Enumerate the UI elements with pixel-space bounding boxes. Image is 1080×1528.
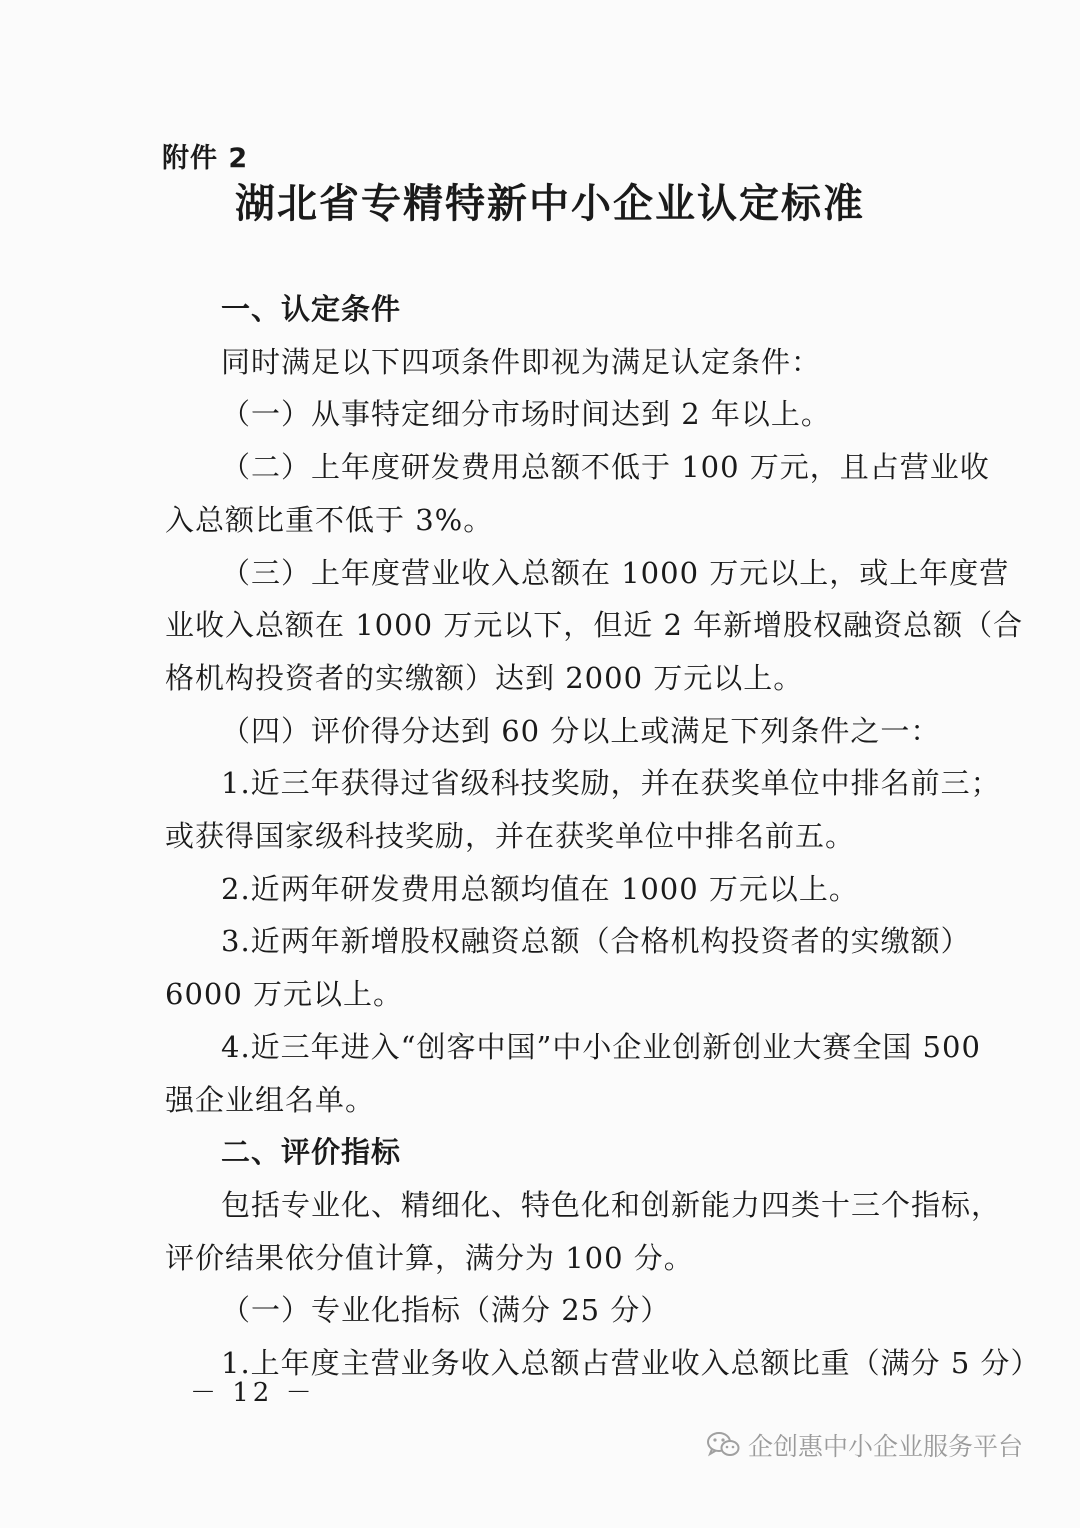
body-text-line: 6000 万元以上。 bbox=[165, 977, 404, 1011]
body-text-line: （三）上年度营业收入总额在 1000 万元以上，或上年度营 bbox=[221, 556, 1010, 590]
body-text-line: 或获得国家级科技奖励，并在获奖单位中排名前五。 bbox=[165, 819, 856, 853]
attachment-label: 附件 2 bbox=[162, 143, 249, 174]
section-heading: 二、评价指标 bbox=[221, 1135, 402, 1169]
body-text-line: （二）上年度研发费用总额不低于 100 万元，且占营业收 bbox=[221, 450, 990, 484]
body-text-line: （一）从事特定细分市场时间达到 2 年以上。 bbox=[221, 397, 831, 431]
body-text-line: 强企业组名单。 bbox=[165, 1083, 376, 1117]
body-text-line: 2.近两年研发费用总额均值在 1000 万元以上。 bbox=[221, 872, 859, 906]
body-text-line: 格机构投资者的实缴额）达到 2000 万元以上。 bbox=[165, 661, 804, 695]
watermark bbox=[706, 1425, 1023, 1465]
body-text-line: （一）专业化指标（满分 25 分） bbox=[221, 1293, 671, 1327]
body-text-line: 评价结果依分值计算，满分为 100 分。 bbox=[165, 1241, 694, 1275]
body-text-line: 1.近三年获得过省级科技奖励，并在获奖单位中排名前三； bbox=[221, 766, 1001, 800]
body-text-line: （四）评价得分达到 60 分以上或满足下列条件之一： bbox=[221, 714, 941, 748]
body-text-line: 包括专业化、精细化、特色化和创新能力四类十三个指标， bbox=[221, 1188, 1002, 1222]
body-text-line: 业收入总额在 1000 万元以下，但近 2 年新增股权融资总额（合 bbox=[165, 608, 1024, 642]
body-text-line: 4.近三年进入“创客中国”中小企业创新创业大赛全国 500 bbox=[221, 1030, 981, 1064]
body-text-line: 同时满足以下四项条件即视为满足认定条件： bbox=[221, 345, 822, 379]
section-heading: 一、认定条件 bbox=[221, 292, 402, 326]
body-text-line: 3.近两年新增股权融资总额（合格机构投资者的实缴额） bbox=[221, 924, 971, 958]
document-title: 湖北省专精特新中小企业认定标准 bbox=[235, 181, 865, 227]
page-number: － 12 － bbox=[190, 1378, 316, 1408]
wechat-icon bbox=[706, 1431, 740, 1459]
body-text-line: 入总额比重不低于 3%。 bbox=[165, 503, 494, 537]
body-text-line: 1.上年度主营业务收入总额占营业收入总额比重（满分 5 分） bbox=[221, 1346, 1041, 1380]
watermark-text: 企创惠中小企业服务平台 bbox=[748, 1432, 1024, 1461]
